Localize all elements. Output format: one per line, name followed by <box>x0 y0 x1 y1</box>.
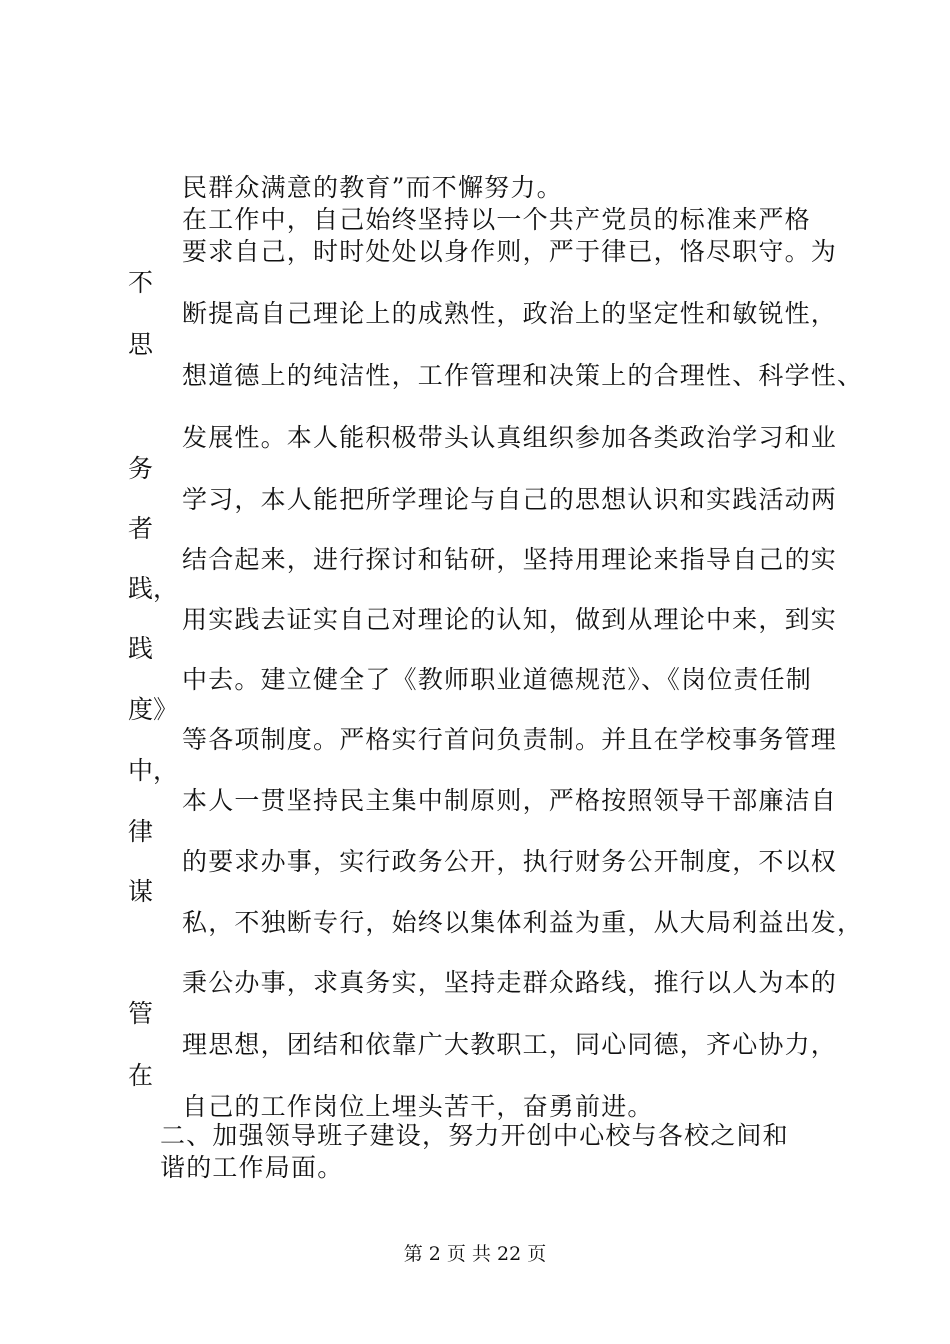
body-line: 学习，本人能把所学理论与自己的思想认识和实践活动两 <box>182 485 838 514</box>
page-number-footer: 第 2 页 共 22 页 <box>403 1243 547 1265</box>
body-line: 断提高自己理论上的成熟性，政治上的坚定性和敏锐性， <box>182 299 838 328</box>
margin-char: 中， <box>128 756 179 785</box>
body-line: 发展性。本人能积极带头认真组织参加各类政治学习和业 <box>182 423 838 452</box>
body-line: 民群众满意的教育”而不懈努力。 <box>182 173 563 202</box>
margin-char: 思 <box>128 330 154 359</box>
margin-char: 在 <box>128 1061 154 1090</box>
body-line: 中去。建立健全了《教师职业道德规范》、《岗位责任制 <box>182 665 813 694</box>
body-line: 结合起来，进行探讨和钻研，坚持用理论来指导自己的实 <box>182 545 838 574</box>
margin-char: 践 <box>128 634 154 663</box>
body-line: 秉公办事，求真务实，坚持走群众路线，推行以人为本的 <box>182 968 838 997</box>
margin-char: 不 <box>128 268 154 297</box>
body-line: 用实践去证实自己对理论的认知，做到从理论中来，到实 <box>182 605 838 634</box>
margin-char: 谋 <box>128 877 154 906</box>
margin-char: 度》 <box>128 695 179 724</box>
body-line: 谐的工作局面。 <box>160 1153 344 1182</box>
body-line: 私，不独断专行，始终以集体利益为重，从大局利益出发， <box>182 908 864 937</box>
margin-char: 践， <box>128 574 179 603</box>
body-line: 在工作中，自己始终坚持以一个共产党员的标准来严格 <box>182 205 811 234</box>
body-line: 想道德上的纯洁性，工作管理和决策上的合理性、科学性、 <box>182 361 864 390</box>
margin-char: 管 <box>128 999 154 1028</box>
body-line: 等各项制度。严格实行首问负责制。并且在学校事务管理 <box>182 725 838 754</box>
margin-char: 者 <box>128 514 154 543</box>
margin-char: 务 <box>128 454 154 483</box>
body-line: 的要求办事，实行政务公开，执行财务公开制度，不以权 <box>182 847 838 876</box>
body-line: 理思想，团结和依靠广大教职工，同心同德，齐心协力， <box>182 1030 838 1059</box>
body-line: 要求自己，时时处处以身作则，严于律已，恪尽职守。为 <box>182 237 838 266</box>
margin-char: 律 <box>128 817 154 846</box>
body-line: 二、加强领导班子建设，努力开创中心校与各校之间和 <box>160 1121 789 1150</box>
body-line: 本人一贯坚持民主集中制原则，严格按照领导干部廉洁自 <box>182 786 838 815</box>
body-line: 自己的工作岗位上埋头苦干，奋勇前进。 <box>182 1092 654 1121</box>
